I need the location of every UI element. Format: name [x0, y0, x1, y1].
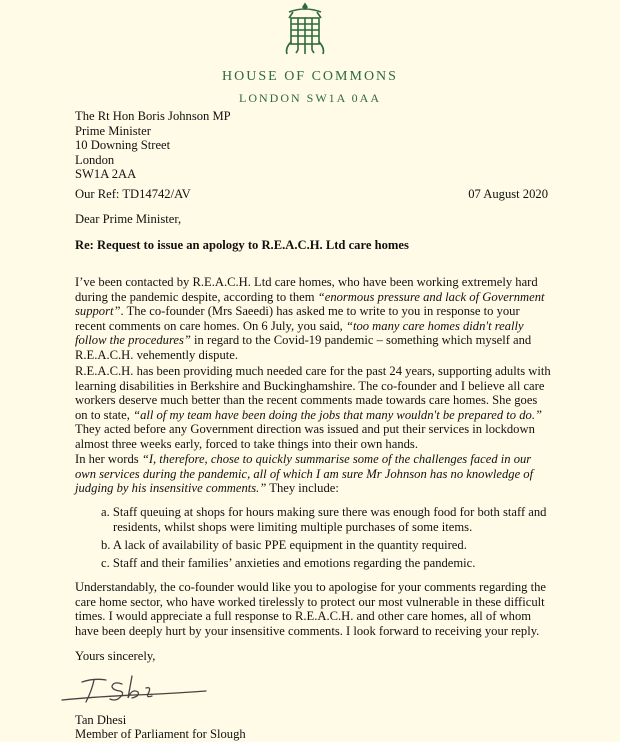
paragraph-5: Understandably, the co-founder would like you to apologise for your comments regarding the care home sector, who have worked tirelessly to protect our most vulnerable in these difficult times. I would appreciate a full response to R.E.A.C.H. and other care homes, all of whom have been deeply hurt by your insensitive comments. I look forward to receiving your reply. — [75, 580, 546, 638]
recipient-line: The Rt Hon Boris Johnson MP — [75, 109, 231, 123]
letterhead-org: HOUSE OF COMMONS — [222, 69, 398, 84]
salutation: Dear Prime Minister, — [75, 212, 182, 226]
signatory-name: Tan Dhesi — [75, 713, 127, 727]
subject-line: Re: Request to issue an apology to R.E.A.C.H. Ltd care homes — [75, 238, 409, 252]
signatory-title: Member of Parliament for Slough — [75, 727, 246, 741]
recipient-line: SW1A 2AA — [75, 167, 137, 182]
handwritten-signature — [60, 668, 210, 712]
list-item: a. Staff queuing at shops for hours making sure there was enough food for both staff and residents, whilst shops were limiting multiple purchases of some items. — [101, 505, 547, 534]
recipient-line: 10 Downing Street — [75, 138, 171, 153]
quote: “I, therefore, chose to quickly summarise some of the challenges faced in our own services during the pandemic, all of which I am sure Mr Johnson has no knowledge of judging by his insensitive comments.” — [75, 452, 534, 496]
recipient-line: Prime Minister — [75, 123, 151, 138]
paragraph-1: I’ve been contacted by R.E.A.C.H. Ltd care homes, who have been working extremely hard during the pandemic despite, according to them “enormous pressure and lack of Government support”. The co-founder (Mrs Saeedi) has asked me to write to you in response to your recent comments on care homes. On 6 July, you said, “too many care homes didn't really follow the procedures” in regard to the Covid-19 pandemic – something which myself and R.E.A.C.H. vehemently dispute. — [75, 275, 545, 362]
list-item: c. Staff and their families’ anxieties and emotions regarding the pandemic. — [101, 555, 476, 570]
closing: Yours sincerely, — [75, 649, 156, 663]
paragraph-2: R.E.A.C.H. has been providing much needed care for the past 24 years, supporting adults with learning disabilities in Berkshire and Buckinghamshire. The co-founder and I believe all care workers deserve much better than the recent comments made towards care homes. She goes on to state, “all of my team have been doing the jobs that many wouldn't be prepared to do.” They acted before any Government direction was issued and put their services in lockdown almost three weeks early, forced to take things into their own hands. — [75, 364, 551, 451]
challenges-list — [101, 505, 561, 574]
list-item: b. A lack of availability of basic PPE equipment in the quantity required. — [101, 537, 467, 552]
recipient-address — [75, 109, 231, 182]
recipient-line: London — [75, 152, 115, 167]
quote: “too many care homes didn't really follow the procedures” — [75, 318, 524, 348]
paragraph-3: In her words “I, therefore, chose to quickly summarise some of the challenges faced in our own services during the pandemic, all of which I am sure Mr Johnson has no knowledge of judging by his insensitive comments.” They include: — [75, 452, 534, 496]
quote: “all of my team have been doing the jobs that many wouldn't be prepared to do.” — [133, 407, 542, 422]
letterhead-location: LONDON SW1A 0AA — [239, 91, 381, 105]
quote: “enormous pressure and lack of Government support” — [75, 289, 545, 319]
portcullis-crest-icon — [283, 2, 327, 58]
reference: Our Ref: TD14742/AV — [75, 187, 191, 201]
letter-date: 07 August 2020 — [468, 187, 548, 201]
